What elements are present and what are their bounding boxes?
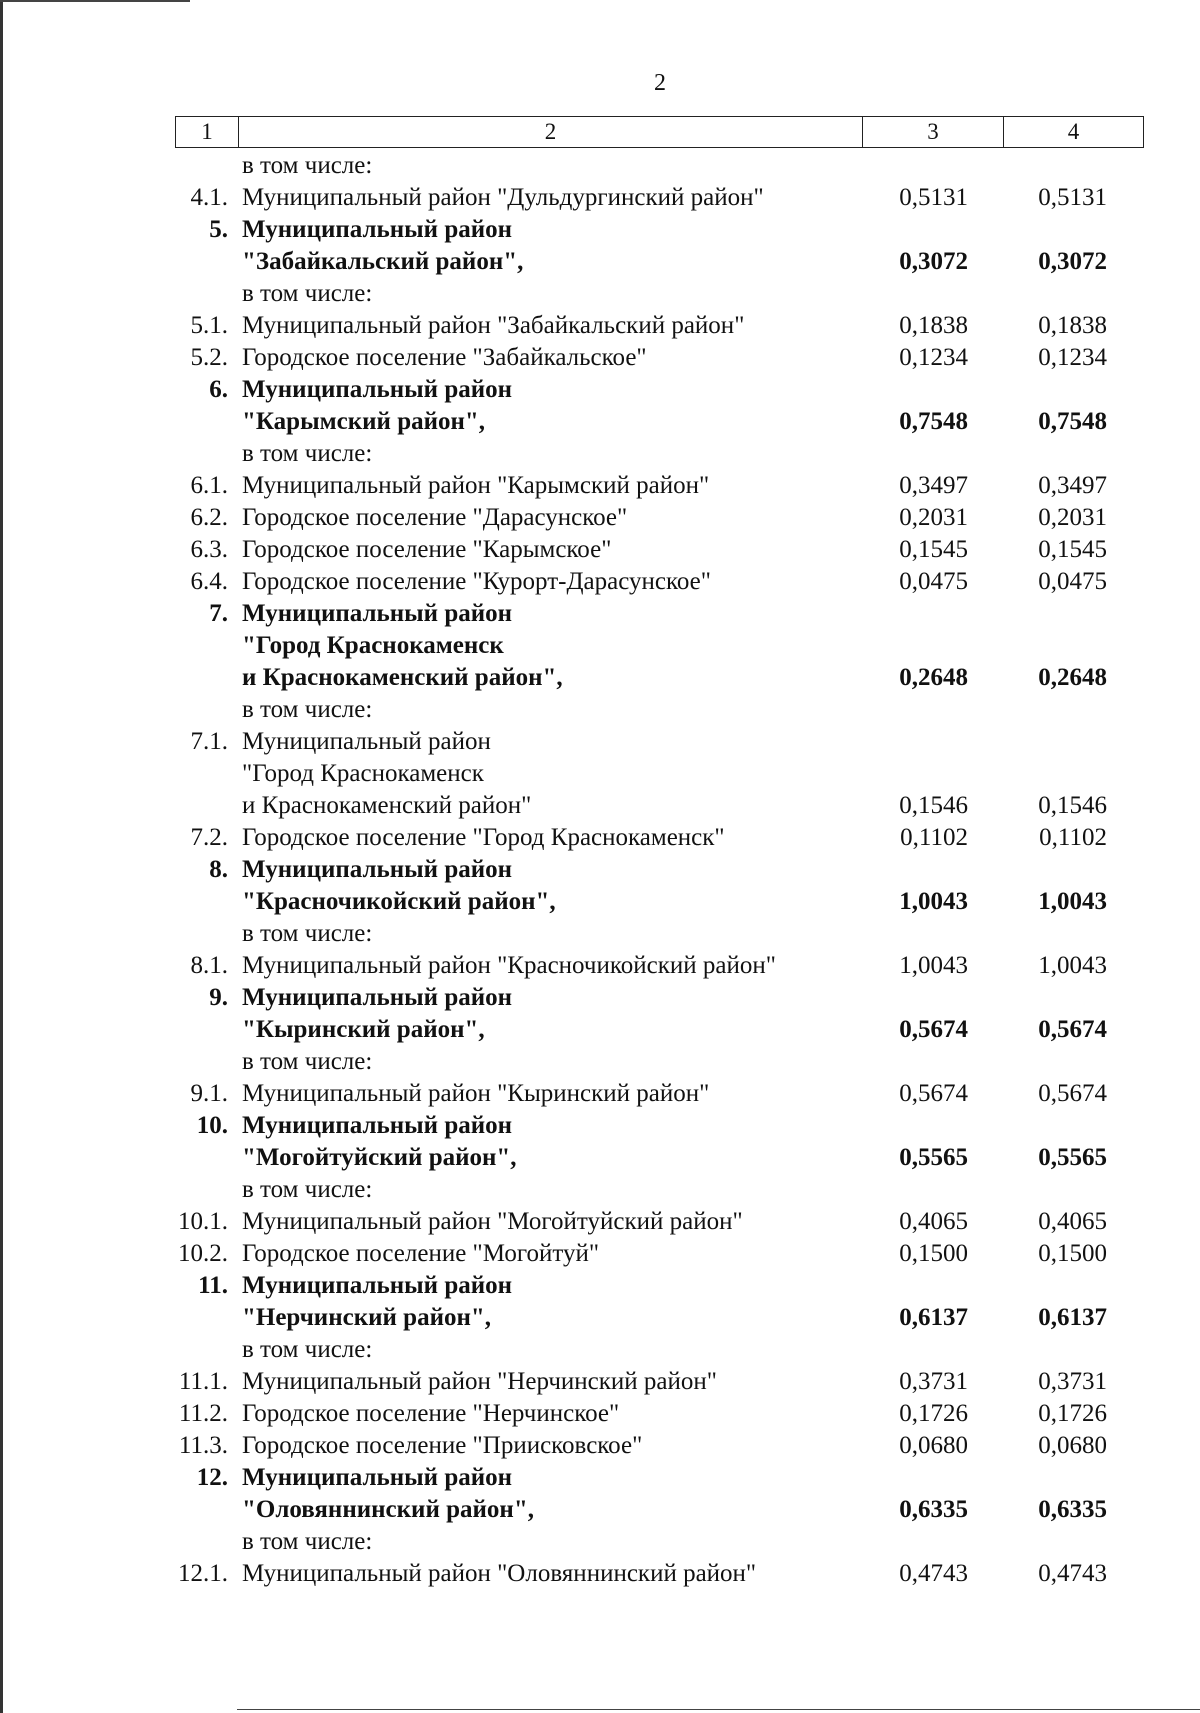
row-value-col4: 0,1102 [1039, 824, 1107, 851]
row-value-col4: 0,1726 [1038, 1400, 1107, 1427]
row-name: Муниципальный район "Дульдургинский район" [242, 184, 764, 211]
row-name: в том числе: [242, 1336, 373, 1363]
table-row [0, 918, 1200, 950]
row-number: 6.4. [190, 568, 228, 595]
table-row [0, 278, 1200, 310]
row-value-col4: 0,3731 [1038, 1368, 1107, 1395]
row-name: Муниципальный район "Красночикойский район" [242, 952, 776, 979]
row-name: Муниципальный район [242, 216, 513, 243]
row-name: Муниципальный район "Карымский район" [242, 472, 710, 499]
row-number: 12.1. [178, 1560, 228, 1587]
table-body [0, 150, 1200, 1590]
row-value-col3: 0,3497 [899, 472, 968, 499]
row-name: Муниципальный район "Могойтуйский район" [242, 1208, 743, 1235]
row-value-col4: 0,3497 [1038, 472, 1107, 499]
row-name: и Краснокаменский район" [242, 792, 532, 819]
scan-top-edge [0, 0, 190, 2]
row-number: 7. [209, 600, 228, 627]
scan-bottom-edge [237, 1709, 1200, 1710]
row-name: "Кыринский район", [242, 1016, 485, 1043]
row-name: в том числе: [242, 1176, 373, 1203]
row-name: "Нерчинский район", [242, 1304, 492, 1331]
row-number: 12. [196, 1464, 228, 1491]
table-row [0, 150, 1200, 182]
row-value-col3: 0,3072 [899, 248, 968, 275]
row-name: в том числе: [242, 280, 373, 307]
row-value-col3: 0,1234 [899, 344, 968, 371]
row-value-col4: 0,2648 [1038, 664, 1107, 691]
row-number: 9.1. [190, 1080, 228, 1107]
row-name: в том числе: [242, 1528, 373, 1555]
table-row [0, 1078, 1200, 1110]
row-number: 10. [196, 1112, 228, 1139]
table-row [0, 950, 1200, 982]
column-header-4: 4 [1004, 117, 1144, 148]
row-number: 10.2. [178, 1240, 228, 1267]
table-row [0, 1270, 1200, 1302]
row-number: 11.3. [178, 1432, 228, 1459]
row-number: 8.1. [190, 952, 228, 979]
row-number: 11.1. [178, 1368, 228, 1395]
row-name: в том числе: [242, 696, 373, 723]
row-value-col4: 0,1500 [1038, 1240, 1107, 1267]
row-value-col4: 0,0475 [1038, 568, 1107, 595]
table-row [0, 246, 1200, 278]
row-number: 11. [198, 1272, 228, 1299]
row-name: "Забайкальский район", [242, 248, 524, 275]
table-row [0, 1174, 1200, 1206]
row-value-col4: 0,5674 [1038, 1016, 1107, 1043]
row-name: в том числе: [242, 440, 373, 467]
row-value-col4: 0,6335 [1038, 1496, 1107, 1523]
table-row [0, 1206, 1200, 1238]
row-name: "Город Краснокаменск [242, 632, 504, 659]
table-row [0, 310, 1200, 342]
row-value-col3: 0,6335 [899, 1496, 968, 1523]
row-value-col4: 0,7548 [1038, 408, 1107, 435]
row-value-col4: 0,5565 [1038, 1144, 1107, 1171]
table-row [0, 566, 1200, 598]
row-value-col4: 0,5131 [1038, 184, 1107, 211]
table-row [0, 886, 1200, 918]
row-value-col3: 0,1102 [900, 824, 968, 851]
row-number: 9. [209, 984, 228, 1011]
row-value-col3: 0,1838 [899, 312, 968, 339]
table-row [0, 502, 1200, 534]
table-row [0, 1302, 1200, 1334]
row-value-col4: 0,6137 [1038, 1304, 1107, 1331]
row-value-col3: 0,1500 [899, 1240, 968, 1267]
row-name: Городское поселение "Приисковское" [242, 1432, 643, 1459]
table-row [0, 854, 1200, 886]
row-value-col3: 0,5565 [899, 1144, 968, 1171]
table-row [0, 1334, 1200, 1366]
row-number: 4.1. [190, 184, 228, 211]
table-row [0, 182, 1200, 214]
row-name: Муниципальный район "Нерчинский район" [242, 1368, 717, 1395]
row-name: и Краснокаменский район", [242, 664, 563, 691]
page-number: 2 [654, 70, 666, 96]
table-row [0, 214, 1200, 246]
row-name: Городское поселение "Нерчинское" [242, 1400, 620, 1427]
row-name: Муниципальный район [242, 856, 513, 883]
row-name: Муниципальный район [242, 1272, 513, 1299]
row-value-col4: 0,1546 [1038, 792, 1107, 819]
row-value-col4: 0,5674 [1038, 1080, 1107, 1107]
table-row [0, 438, 1200, 470]
table-row [0, 982, 1200, 1014]
table-row [0, 1046, 1200, 1078]
row-value-col3: 0,4743 [899, 1560, 968, 1587]
row-value-col4: 0,1545 [1038, 536, 1107, 563]
table-row [0, 790, 1200, 822]
row-name: "Город Краснокаменск [242, 760, 484, 787]
row-value-col4: 0,3072 [1038, 248, 1107, 275]
column-header-3: 3 [863, 117, 1004, 148]
row-number: 11.2. [178, 1400, 228, 1427]
column-header-table [175, 116, 1144, 148]
row-value-col4: 1,0043 [1038, 888, 1107, 915]
row-name: Муниципальный район [242, 600, 513, 627]
row-value-col4: 0,1838 [1038, 312, 1107, 339]
row-value-col3: 0,5131 [899, 184, 968, 211]
row-value-col3: 0,4065 [899, 1208, 968, 1235]
column-header-2: 2 [239, 117, 863, 148]
row-value-col3: 0,2031 [899, 504, 968, 531]
table-row [0, 598, 1200, 630]
row-value-col3: 0,3731 [899, 1368, 968, 1395]
table-row [0, 406, 1200, 438]
table-row [0, 1526, 1200, 1558]
row-name: Муниципальный район [242, 984, 513, 1011]
table-row [0, 1366, 1200, 1398]
row-value-col3: 0,0680 [899, 1432, 968, 1459]
row-name: Муниципальный район [242, 376, 513, 403]
row-name: "Красночикойский район", [242, 888, 556, 915]
row-name: Городское поселение "Город Краснокаменск" [242, 824, 725, 851]
table-row [0, 470, 1200, 502]
row-name: "Оловяннинский район", [242, 1496, 534, 1523]
row-name: Муниципальный район "Кыринский район" [242, 1080, 710, 1107]
row-number: 6.1. [190, 472, 228, 499]
row-name: в том числе: [242, 152, 373, 179]
row-value-col4: 0,4065 [1038, 1208, 1107, 1235]
row-value-col3: 0,7548 [899, 408, 968, 435]
row-value-col3: 0,2648 [899, 664, 968, 691]
row-value-col3: 0,6137 [899, 1304, 968, 1331]
table-row [0, 662, 1200, 694]
row-value-col4: 1,0043 [1038, 952, 1107, 979]
row-value-col3: 0,5674 [899, 1016, 968, 1043]
table-row [0, 1462, 1200, 1494]
row-name: в том числе: [242, 920, 373, 947]
table-row [0, 726, 1200, 758]
column-header-1: 1 [176, 117, 239, 148]
table-row [0, 822, 1200, 854]
row-number: 5. [209, 216, 228, 243]
row-value-col4: 0,4743 [1038, 1560, 1107, 1587]
row-name: Муниципальный район [242, 728, 491, 755]
table-row [0, 694, 1200, 726]
row-name: "Карымский район", [242, 408, 486, 435]
row-value-col3: 0,1726 [899, 1400, 968, 1427]
row-name: Муниципальный район [242, 1464, 513, 1491]
row-number: 7.1. [190, 728, 228, 755]
column-header-row [176, 117, 1144, 148]
table-row [0, 1110, 1200, 1142]
row-value-col3: 0,5674 [899, 1080, 968, 1107]
row-value-col3: 0,1546 [899, 792, 968, 819]
row-name: Городское поселение "Забайкальское" [242, 344, 647, 371]
row-name: Муниципальный район "Оловяннинский район" [242, 1560, 757, 1587]
table-row [0, 1398, 1200, 1430]
table-row [0, 1494, 1200, 1526]
row-value-col3: 0,1545 [899, 536, 968, 563]
row-name: Муниципальный район "Забайкальский район" [242, 312, 745, 339]
row-name: Городское поселение "Дарасунское" [242, 504, 628, 531]
table-row [0, 1558, 1200, 1590]
row-number: 8. [209, 856, 228, 883]
table-row [0, 758, 1200, 790]
row-number: 7.2. [190, 824, 228, 851]
row-name: Городское поселение "Карымское" [242, 536, 612, 563]
table-row [0, 1430, 1200, 1462]
row-number: 5.2. [190, 344, 228, 371]
row-value-col4: 0,2031 [1038, 504, 1107, 531]
row-name: Городское поселение "Курорт-Дарасунское" [242, 568, 711, 595]
row-name: "Могойтуйский район", [242, 1144, 517, 1171]
row-number: 5.1. [190, 312, 228, 339]
row-number: 6.3. [190, 536, 228, 563]
table-row [0, 1238, 1200, 1270]
table-row [0, 1014, 1200, 1046]
row-number: 10.1. [178, 1208, 228, 1235]
row-value-col4: 0,1234 [1038, 344, 1107, 371]
row-value-col3: 1,0043 [899, 888, 968, 915]
row-number: 6. [209, 376, 228, 403]
row-value-col4: 0,0680 [1038, 1432, 1107, 1459]
row-name: Муниципальный район [242, 1112, 513, 1139]
row-value-col3: 1,0043 [899, 952, 968, 979]
row-number: 6.2. [190, 504, 228, 531]
row-value-col3: 0,0475 [899, 568, 968, 595]
row-name: в том числе: [242, 1048, 373, 1075]
table-row [0, 342, 1200, 374]
table-row [0, 630, 1200, 662]
table-row [0, 1142, 1200, 1174]
table-row [0, 534, 1200, 566]
row-name: Городское поселение "Могойтуй" [242, 1240, 600, 1267]
table-row [0, 374, 1200, 406]
